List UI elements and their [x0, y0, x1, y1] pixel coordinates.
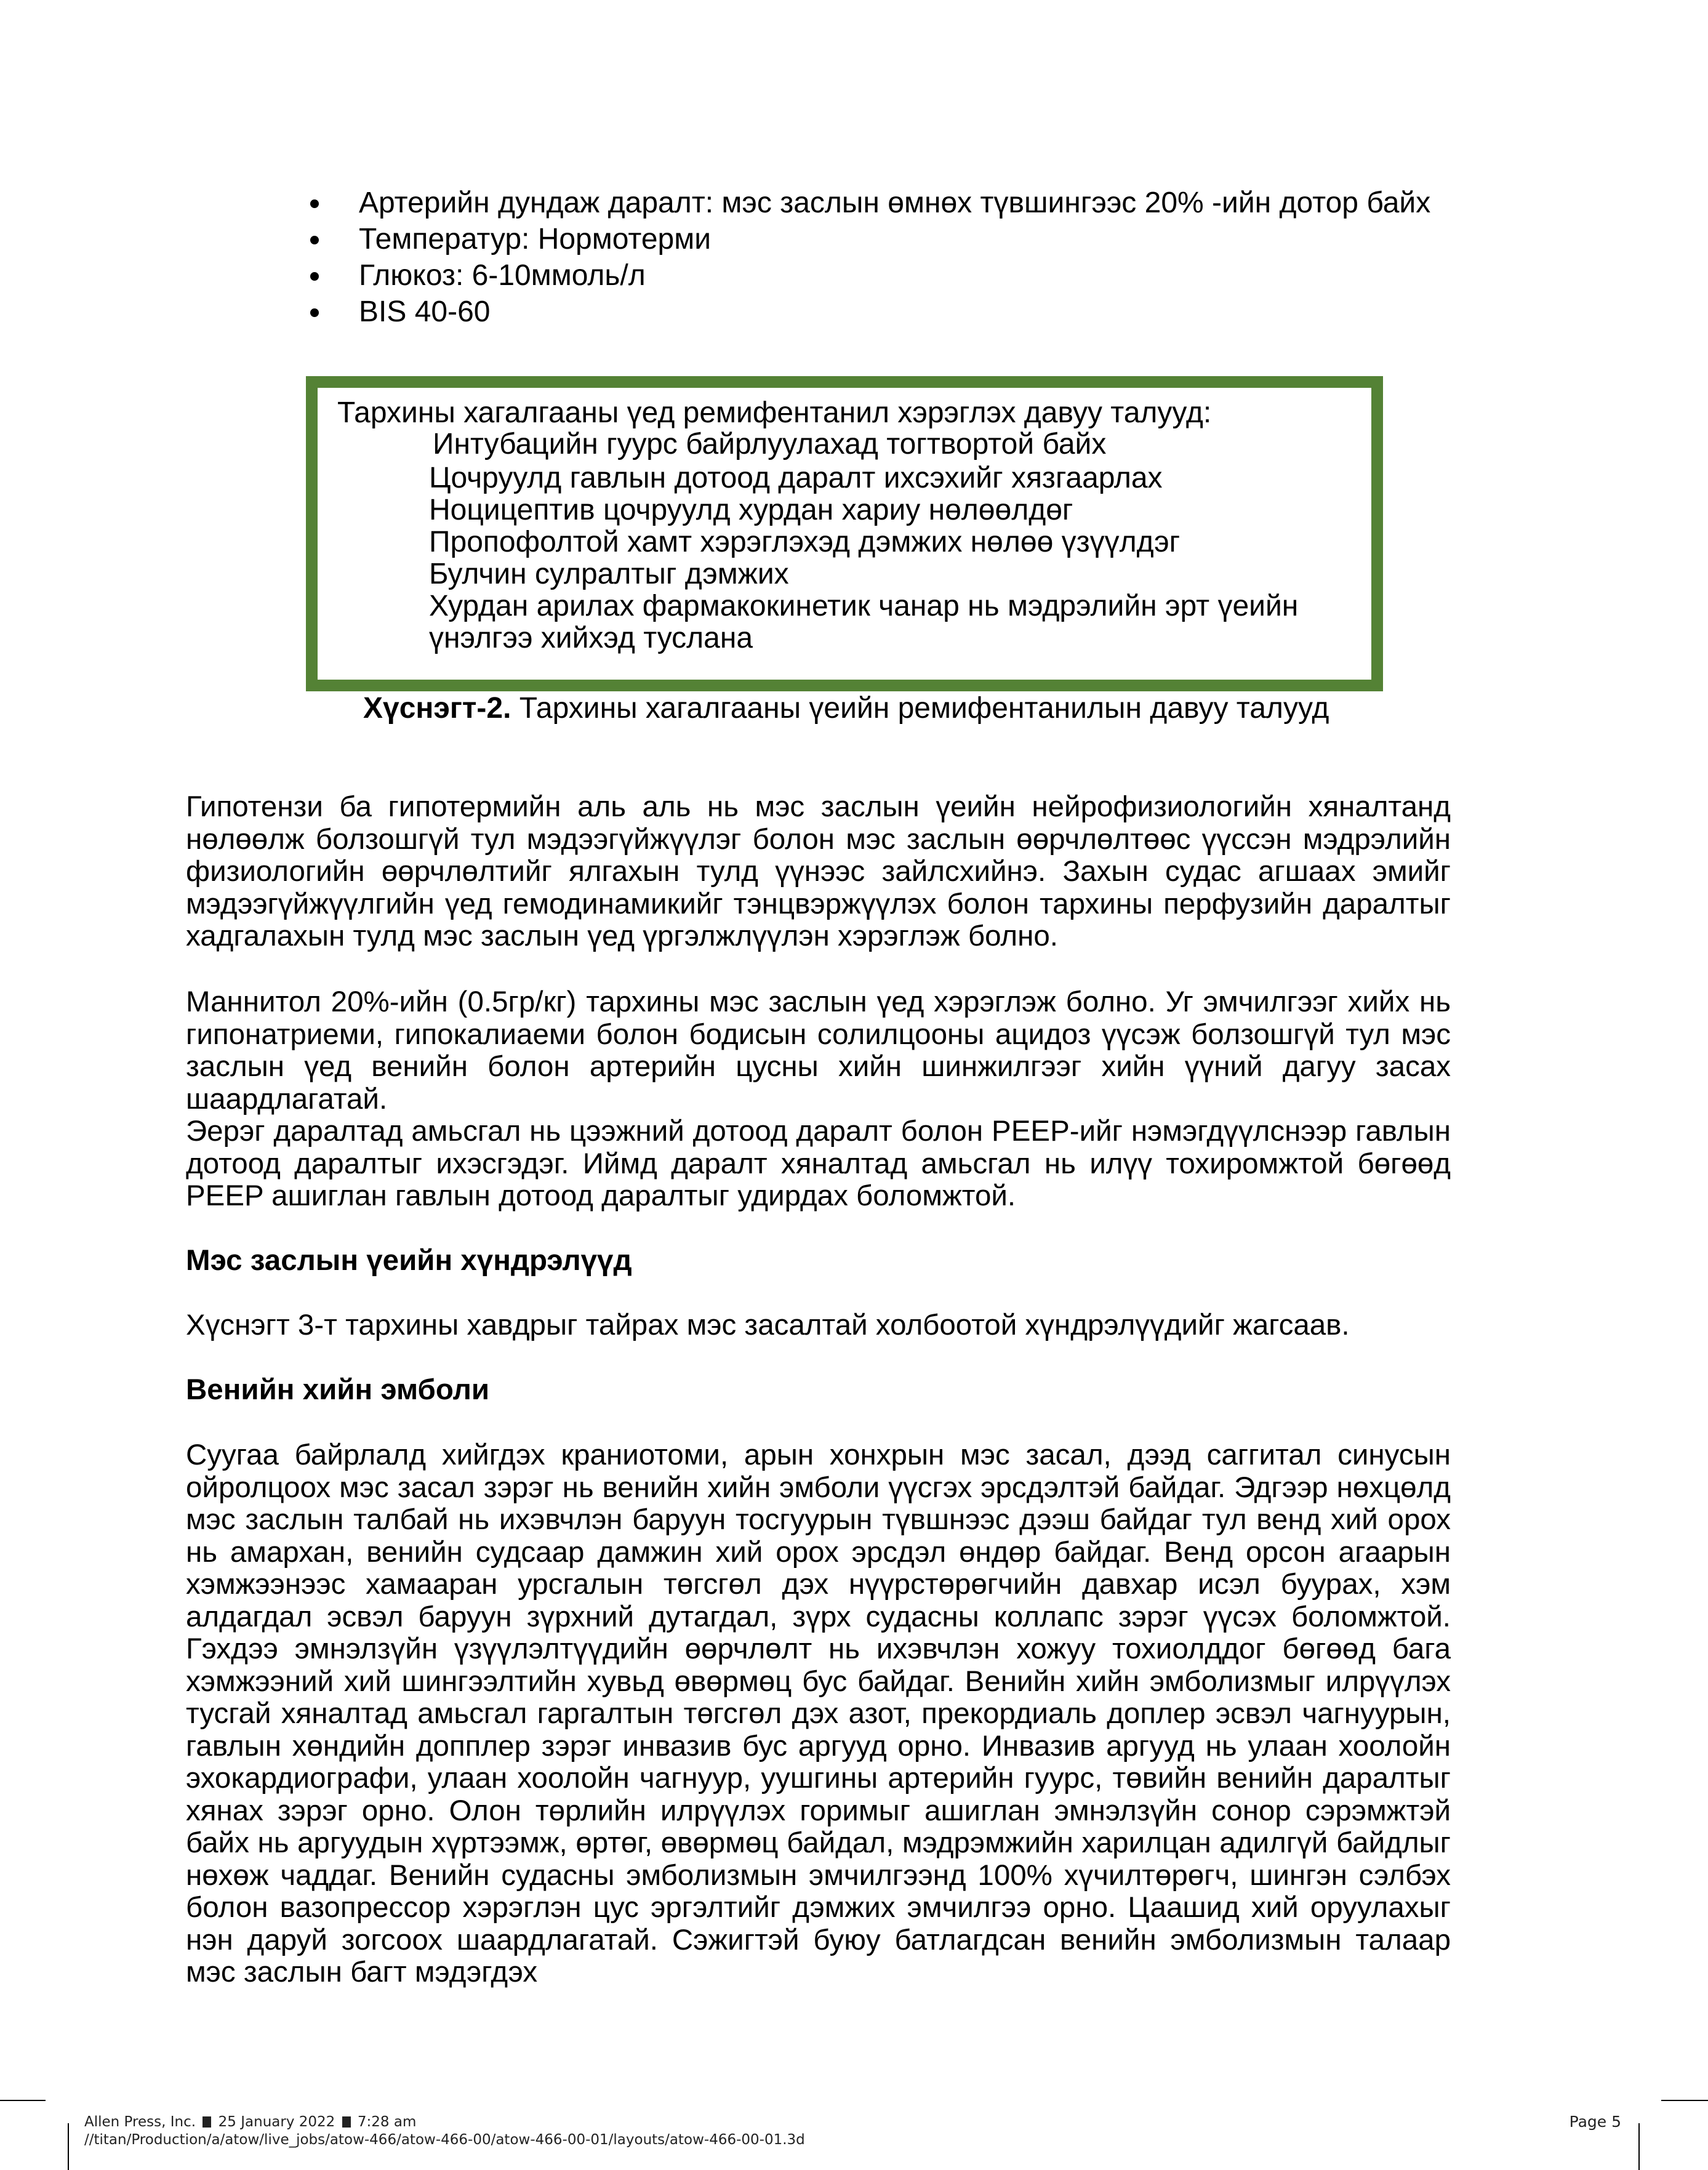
- caption-label: Хүснэгт-2.: [363, 692, 511, 725]
- footer-file-path: //titan/Production/a/atow/live_jobs/atow-466/atow-466-00/atow-466-00-01/layouts/atow-466-00-01.3d: [84, 2132, 805, 2148]
- bullet-item: [308, 257, 1430, 294]
- box-item: Ноцицептив цочруулд хурдан хариу нөлөөлдөг: [429, 494, 1073, 526]
- box-title: Тархины хагалгааны үед ремифентанил хэрэглэх давуу талууд:: [337, 396, 1212, 429]
- bullet-text: BIS 40-60: [359, 295, 491, 328]
- box-item: Пропофолтой хамт хэрэглэхэд дэмжих нөлөө үзүүлдэг: [429, 526, 1181, 558]
- crop-mark-right-vertical: [1638, 2123, 1640, 2170]
- bullet-text: Артерийн дундаж даралт: мэс заслын өмнөх түвшингээс 20% -ийн дотор байх: [359, 187, 1431, 219]
- caption-text: Тархины хагалгааны үеийн ремифентанилын давуу талууд: [511, 692, 1329, 725]
- box-item-list: [429, 428, 1298, 654]
- bullet-dot-icon: [310, 272, 319, 281]
- bullet-item: [308, 294, 1430, 330]
- footer-date: 25 January 2022: [218, 2114, 335, 2130]
- section-heading-complications: Мэс заслын үеийн хүндрэлүүд: [186, 1244, 632, 1277]
- bullet-dot-icon: [310, 199, 319, 208]
- bullet-text: Глюкоз: 6-10ммоль/л: [359, 259, 646, 292]
- box-item: Цочруулд гавлын дотоод даралт ихсэхийг хязгаарлах: [429, 462, 1163, 494]
- paragraph-hypotension: Гипотензи ба гипотермийн аль аль нь мэс заслын үеийн нейрофизиологийн хяналтанд нөлөөлж болзошгүй тул мэдээгүйжүүлэг болон мэс заслын өөрчлөлтөөс үүссэн мэдрэлийн физиологийн өөрчлөлтийг ялгахын тулд үүнээс зайлсхийнэ. Захын судас агшаах эмийг мэдээгүйжүүлгийн үед гемодинамикийг тэнцвэржүүлэх болон тархины перфузийн даралтыг хадгалахын тулд мэс заслын үед үргэлжлүүлэн хэрэглэж болно.: [186, 790, 1451, 952]
- footer-imprint: [84, 2113, 416, 2131]
- box-item: Интубацийн гуурс байрлуулахад тогтвортой байх: [433, 428, 1107, 460]
- crop-mark-left-vertical: [68, 2123, 69, 2170]
- square-separator-icon: [202, 2116, 211, 2128]
- table-caption: [363, 691, 1329, 726]
- box-item: Булчин сулралтыг дэмжих: [429, 558, 789, 590]
- bullet-dot-icon: [310, 308, 319, 317]
- crop-mark-left-horizontal: [0, 2100, 46, 2101]
- paragraph-mannitol: Маннитол 20%-ийн (0.5гр/кг) тархины мэс заслын үед хэрэглэж болно. Уг эмчилгээг хийх нь гипонатриеми, гипокалиаеми болон бодисын солилцооны ацидоз үүсэж болзошгүй тул мэс заслын үед венийн болон артерийн цусны хийн шинжилгээг хийн үүний дагуу засах шаардлагатай.: [186, 986, 1451, 1115]
- parameter-bullet-list: [308, 185, 1430, 330]
- bullet-item: [308, 185, 1430, 221]
- page-number: Page 5: [1569, 2113, 1621, 2131]
- square-separator-icon: [342, 2116, 351, 2128]
- bullet-text: Температур: Нормотерми: [359, 223, 712, 255]
- box-item: үнэлгээ хийхэд туслана: [429, 622, 753, 654]
- paragraph-peep: Эерэг даралтад амьсгал нь цээжний дотоод даралт болон PEEP-ийг нэмэгдүүлснээр гавлын дотоод даралтыг ихэсгэдэг. Иймд даралт хяналтад амьсгал нь илүү тохиромжтой бөгөөд PEEP ашиглан гавлын дотоод даралтыг удирдах боломжтой.: [186, 1115, 1451, 1212]
- paragraph-venous-air-embolism: Суугаа байрлалд хийгдэх краниотоми, арын хонхрын мэс засал, дээд саггитал синусын ойролцоох мэс засал зэрэг нь венийн хийн эмболи үүсгэх эрсдэлтэй байдаг. Эдгээр нөхцөлд мэс заслын талбай нь ихэвчлэн баруун тосгуурын түвшнээс дээш байдаг тул венд хий орох нь амархан, венийн судсаар дамжин хий орох эрсдэл өндөр байдаг. Венд орсон агаарын хэмжээнээс хамааран урсгалын төгсгөл дэх нүүрстөрөгчийн давхар исэл буурах, хэм алдагдал эсвэл баруун зүрхний дутагдал, зүрх судасны коллапс зэрэг үүсэх боломжтой. Гэхдээ эмнэлзүйн үзүүлэлтүүдийн өөрчлөлт нь ихэвчлэн хожуу тохиолддог бөгөөд бага хэмжээний хий шингээлтийн хувьд өвөрмөц бус байдаг. Венийн хийн эмболизмыг илрүүлэх тусгай хяналтад амьсгал гаргалтын төгсгөл дэх азот, прекордиаль доплер эсвэл чагнуурын, гавлын хөндийн допплер зэрэг инвазив бус аргууд орно. Инвазив аргууд нь улаан хоолойн эхокардиографи, улаан хоолойн чагнуур, уушгины артерийн гуурс, төвийн венийн даралтыг хянах зэрэг орно. Олон төрлийн илрүүлэх горимыг ашиглан эмнэлзүйн сонор сэрэмжтэй байх нь аргуудын хүртээмж, өртөг, өвөрмөц байдал, мэдрэмжийн харилцан адилгүй байдлыг нөхөж чаддаг. Венийн судасны эмболизмын эмчилгээнд 100% хүчилтөрөгч, шингэн сэлбэх болон вазопрессор хэрэглэн цус эргэлтийг дэмжих эмчилгээ орно. Цаашид хий оруулахыг нэн даруй зогсоох шаардлагатай. Сэжигтэй буюу батлагдсан венийн эмболизмын талаар мэс заслын багт мэдэгдэх: [186, 1439, 1451, 1988]
- box-item: Хурдан арилах фармакокинетик чанар нь мэдрэлийн эрт үеийн: [429, 590, 1299, 622]
- section-heading-venous-air-embolism: Венийн хийн эмболи: [186, 1373, 490, 1406]
- footer-time: 7:28 am: [357, 2114, 417, 2130]
- bullet-item: [308, 221, 1430, 257]
- footer-publisher: Allen Press, Inc.: [84, 2114, 196, 2130]
- bullet-dot-icon: [310, 236, 319, 244]
- crop-mark-right-horizontal: [1661, 2100, 1708, 2101]
- paragraph-table3-reference: Хүснэгт 3-т тархины хавдрыг тайрах мэс засалтай холбоотой хүндрэлүүдийг жагсаав.: [186, 1309, 1350, 1341]
